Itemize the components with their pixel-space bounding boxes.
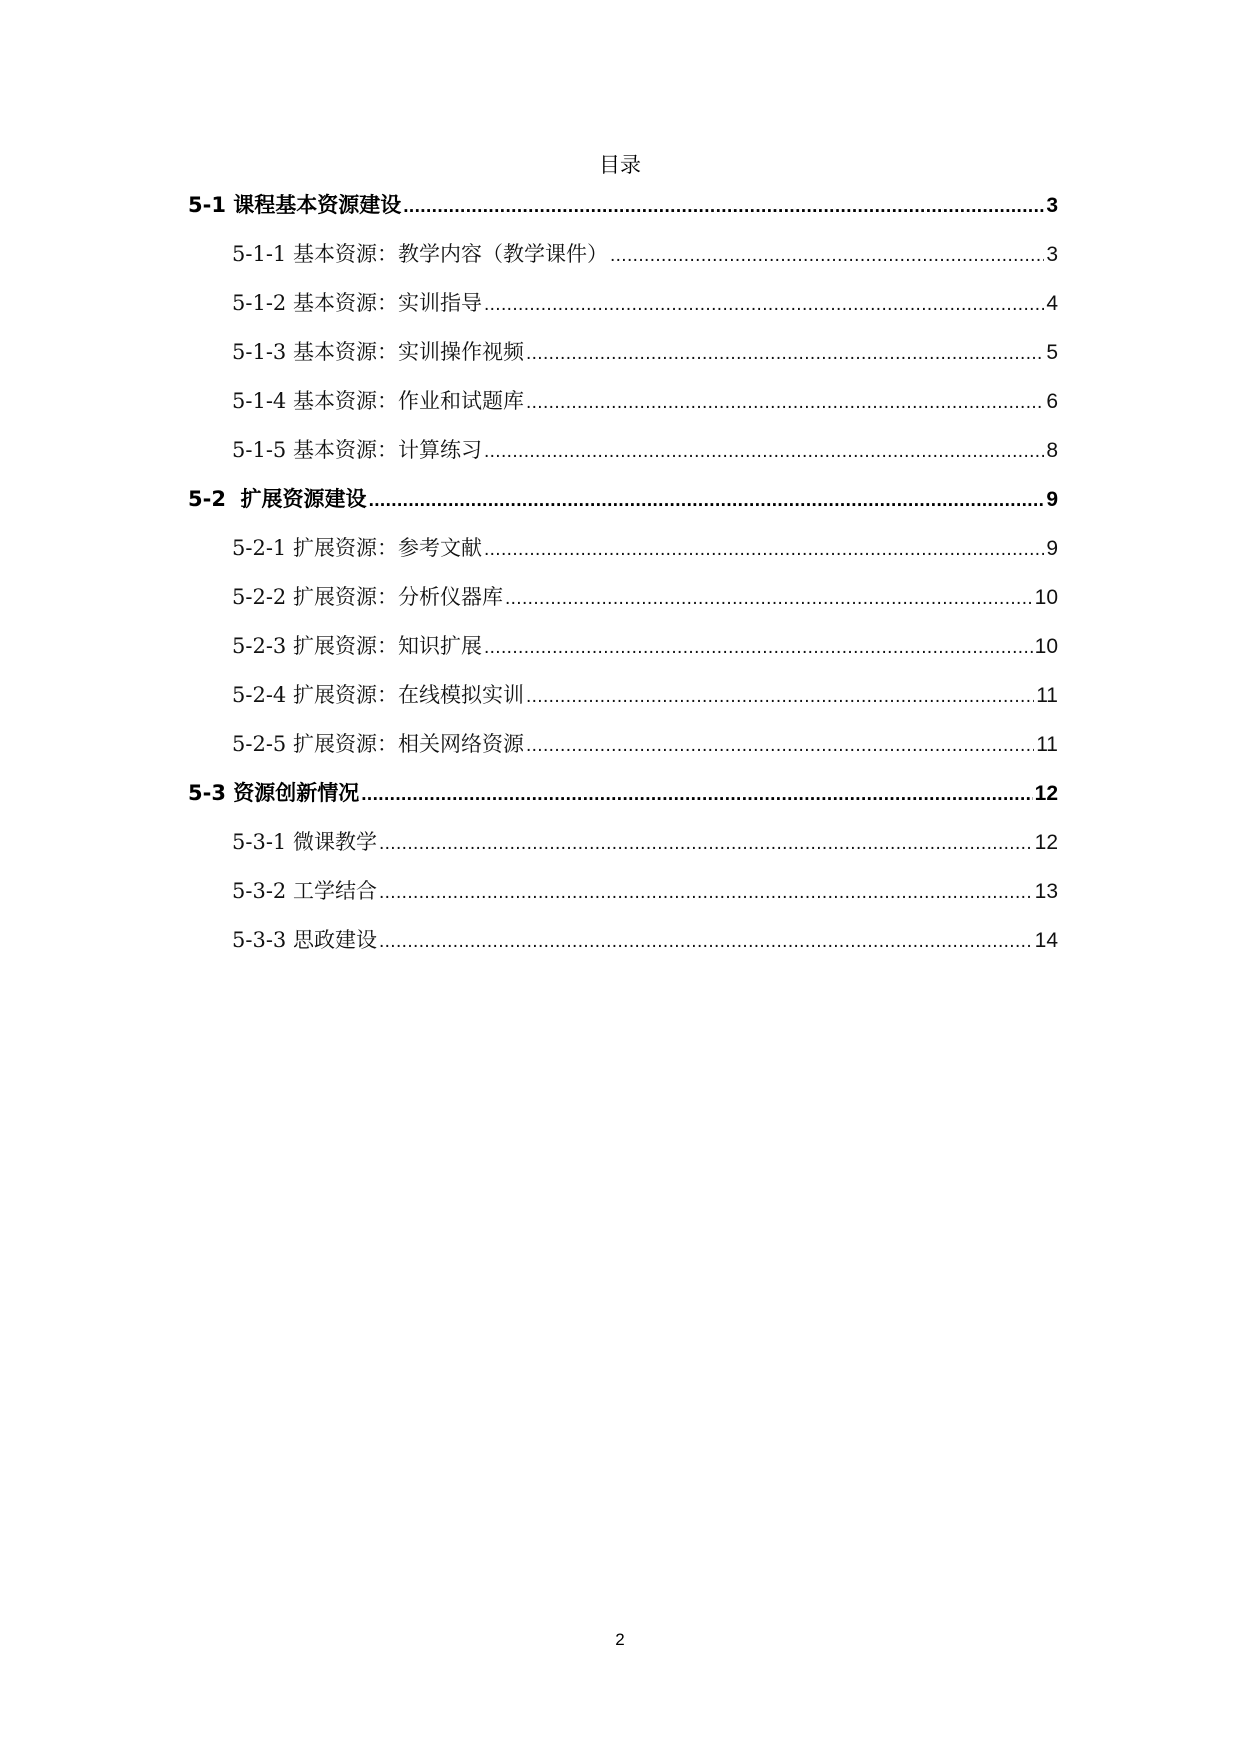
table-of-contents <box>188 190 1058 974</box>
toc-entry[interactable] <box>188 288 1058 337</box>
dot-leader <box>484 535 1044 565</box>
toc-entry-label: 5-1-5 基本资源：计算练习 <box>232 438 482 462</box>
toc-entry[interactable] <box>188 582 1058 631</box>
dot-leader <box>526 682 1034 712</box>
dot-leader <box>379 829 1033 859</box>
toc-entry[interactable] <box>188 386 1058 435</box>
dot-leader <box>526 731 1034 761</box>
toc-entry-page: 6 <box>1046 390 1058 413</box>
toc-title: 目录 <box>599 153 641 177</box>
toc-entry[interactable] <box>188 729 1058 778</box>
dot-leader <box>526 339 1044 369</box>
dot-leader <box>484 633 1033 663</box>
toc-entry[interactable] <box>188 190 1058 239</box>
toc-entry[interactable] <box>188 876 1058 925</box>
toc-entry-page: 8 <box>1046 439 1058 462</box>
dot-leader <box>369 486 1045 516</box>
toc-entry[interactable] <box>188 435 1058 484</box>
toc-entry-label: 5-3 资源创新情况 <box>188 781 360 805</box>
toc-entry[interactable] <box>188 778 1058 827</box>
toc-entry-label: 5-3-2 工学结合 <box>232 879 377 903</box>
toc-entry[interactable] <box>188 631 1058 680</box>
toc-entry-label: 5-1-3 基本资源：实训操作视频 <box>232 340 524 364</box>
toc-entry[interactable] <box>188 680 1058 729</box>
toc-entry[interactable] <box>188 925 1058 974</box>
toc-entry-page: 12 <box>1034 831 1058 854</box>
toc-entry-page: 11 <box>1036 733 1058 756</box>
dot-leader <box>379 878 1033 908</box>
toc-entry-label: 5-1-4 基本资源：作业和试题库 <box>232 389 524 413</box>
toc-entry-page: 12 <box>1034 782 1058 805</box>
toc-entry-page: 9 <box>1046 537 1058 560</box>
toc-entry-label: 5-3-1 微课教学 <box>232 830 377 854</box>
page-number: 2 <box>615 1630 625 1649</box>
toc-entry[interactable] <box>188 484 1058 533</box>
toc-entry[interactable] <box>188 239 1058 288</box>
toc-entry-page: 3 <box>1046 243 1058 266</box>
dot-leader <box>505 584 1033 614</box>
toc-entry-label: 5-2-3 扩展资源：知识扩展 <box>232 634 482 658</box>
toc-entry-label: 5-1-2 基本资源：实训指导 <box>232 291 482 315</box>
toc-entry-label: 5-2-5 扩展资源：相关网络资源 <box>232 732 524 756</box>
toc-entry-label: 5-2-4 扩展资源：在线模拟实训 <box>232 683 524 707</box>
toc-entry-label: 5-1-1 基本资源：教学内容（教学课件） <box>232 242 608 266</box>
toc-entry-page: 4 <box>1046 292 1058 315</box>
dot-leader <box>484 290 1044 320</box>
dot-leader <box>379 927 1033 957</box>
dot-leader <box>610 241 1044 271</box>
dot-leader <box>403 192 1044 222</box>
toc-entry-page: 5 <box>1046 341 1058 364</box>
toc-entry-page: 14 <box>1034 929 1058 952</box>
dot-leader <box>526 388 1044 418</box>
toc-entry-label: 5-3-3 思政建设 <box>232 928 377 952</box>
toc-entry-label: 5-2-2 扩展资源：分析仪器库 <box>232 585 503 609</box>
toc-entry-page: 11 <box>1036 684 1058 707</box>
toc-entry-page: 3 <box>1046 194 1058 217</box>
toc-entry-label: 5-2-1 扩展资源：参考文献 <box>232 536 482 560</box>
toc-entry-page: 10 <box>1034 635 1058 658</box>
toc-entry-label: 5-1 课程基本资源建设 <box>188 193 402 217</box>
toc-entry[interactable] <box>188 827 1058 876</box>
dot-leader <box>484 437 1044 467</box>
toc-entry[interactable] <box>188 533 1058 582</box>
toc-entry-page: 13 <box>1034 880 1058 903</box>
toc-entry-page: 9 <box>1046 488 1058 511</box>
toc-entry-page: 10 <box>1034 586 1058 609</box>
toc-entry-label: 5-2 扩展资源建设 <box>188 487 367 511</box>
dot-leader <box>361 780 1032 810</box>
toc-entry[interactable] <box>188 337 1058 386</box>
